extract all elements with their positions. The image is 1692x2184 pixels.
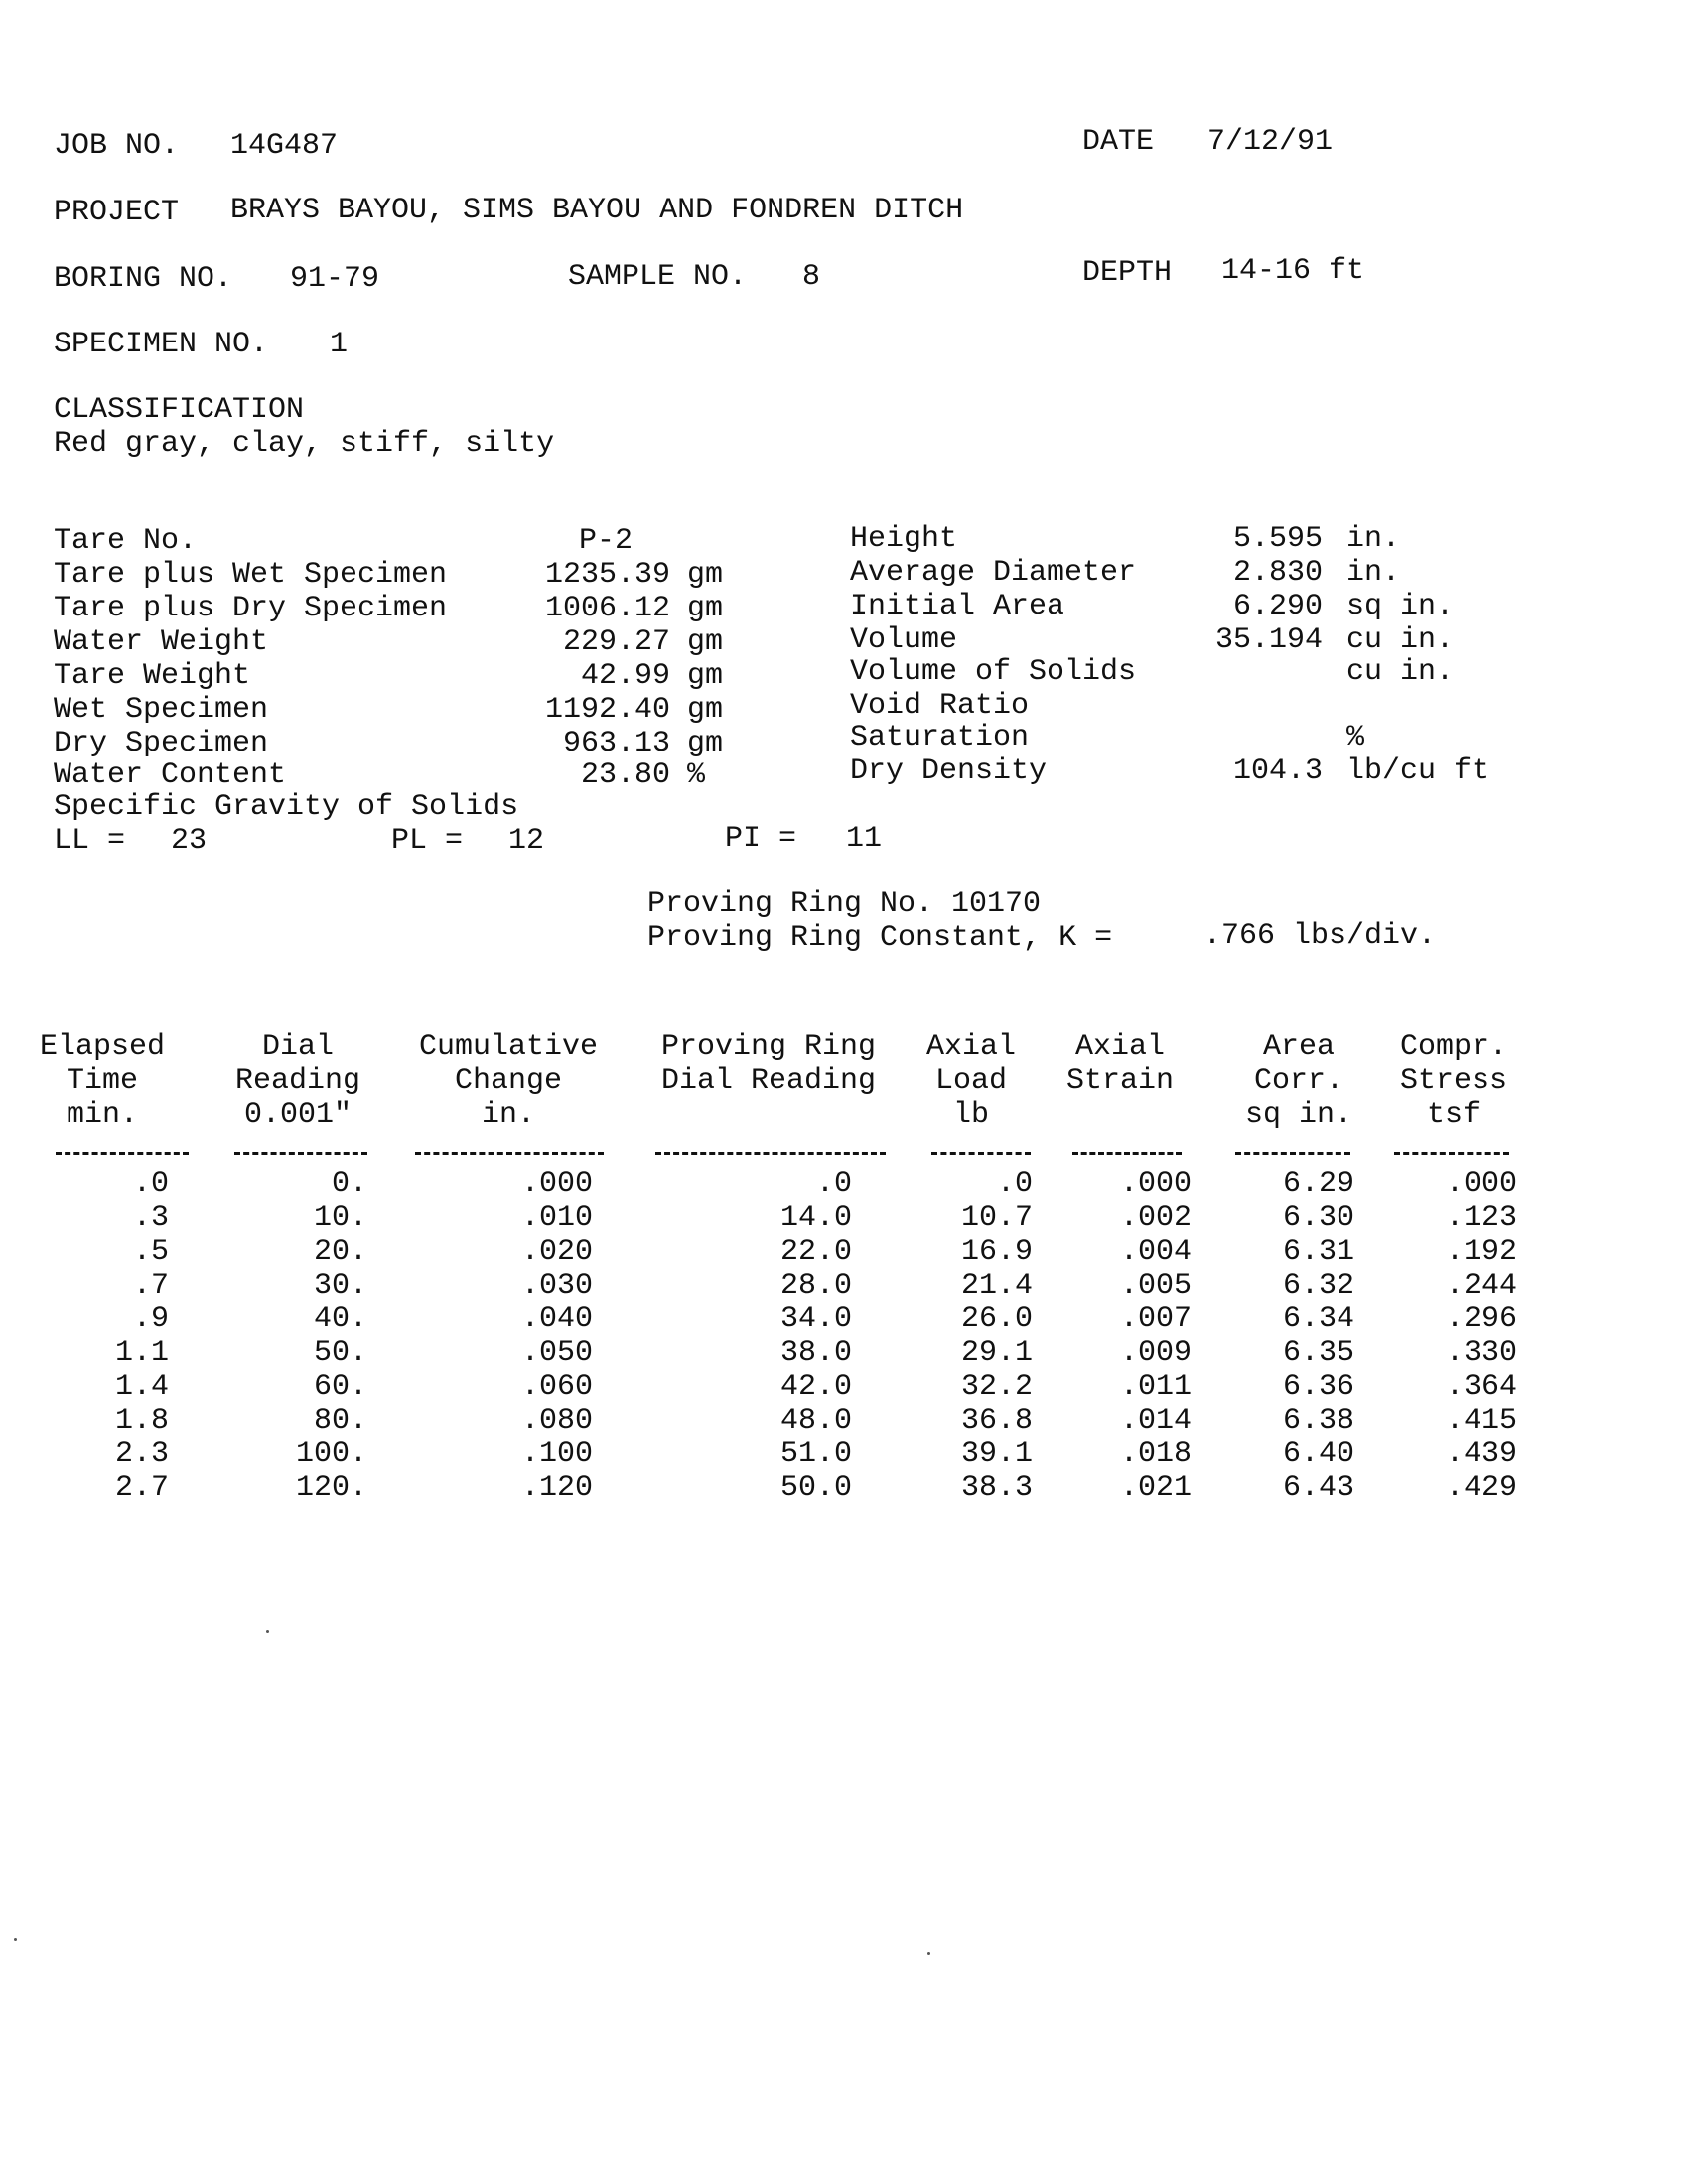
table-cell: 10.7 bbox=[960, 1201, 1033, 1235]
property-value: 104.3 bbox=[1232, 754, 1323, 788]
table-cell: 36.8 bbox=[960, 1404, 1033, 1437]
column-header: Proving Ring bbox=[660, 1030, 877, 1064]
liquid-limit-label: LL = bbox=[54, 824, 126, 858]
property-unit: gm bbox=[687, 625, 724, 659]
column-header: Compr. bbox=[1399, 1030, 1508, 1064]
table-cell: 80. bbox=[313, 1404, 367, 1437]
table-cell: 50.0 bbox=[779, 1471, 852, 1505]
column-header: Time bbox=[66, 1064, 138, 1098]
property-value: 1192.40 bbox=[544, 693, 670, 727]
header-divider bbox=[1235, 1152, 1350, 1155]
table-cell: 10. bbox=[313, 1201, 367, 1235]
column-header: Reading bbox=[234, 1064, 361, 1098]
property-unit: % bbox=[1346, 721, 1365, 754]
table-cell: 6.29 bbox=[1282, 1167, 1354, 1201]
table-cell: 100. bbox=[295, 1437, 367, 1471]
header-divider bbox=[415, 1152, 604, 1155]
table-cell: 32.2 bbox=[960, 1370, 1033, 1404]
plastic-limit: 12 bbox=[508, 824, 545, 858]
property-unit: gm bbox=[687, 659, 724, 693]
table-cell: 1.8 bbox=[114, 1404, 169, 1437]
header-divider bbox=[931, 1152, 1031, 1155]
table-cell: .123 bbox=[1445, 1201, 1517, 1235]
column-header: Load bbox=[934, 1064, 1007, 1098]
header-divider bbox=[1394, 1152, 1509, 1155]
table-cell: .030 bbox=[520, 1269, 593, 1302]
property-value: 2.830 bbox=[1232, 556, 1323, 590]
table-cell: 2.3 bbox=[114, 1437, 169, 1471]
table-cell: .009 bbox=[1119, 1336, 1192, 1370]
property-label: Volume bbox=[850, 623, 958, 657]
column-header: Corr. bbox=[1253, 1064, 1343, 1098]
column-header: sq in. bbox=[1244, 1098, 1353, 1132]
scan-speck bbox=[14, 1938, 17, 1941]
table-cell: .000 bbox=[520, 1167, 593, 1201]
boring-number-label: BORING NO. bbox=[54, 262, 233, 296]
column-header: Elapsed bbox=[39, 1030, 166, 1064]
table-cell: .5 bbox=[132, 1235, 169, 1269]
table-cell: .007 bbox=[1119, 1302, 1192, 1336]
property-label: Saturation bbox=[850, 721, 1030, 754]
property-unit: gm bbox=[687, 727, 724, 760]
date: 7/12/91 bbox=[1207, 125, 1334, 159]
header-divider bbox=[655, 1152, 886, 1155]
property-label: Void Ratio bbox=[850, 689, 1030, 723]
specimen-number-label: SPECIMEN NO. bbox=[54, 328, 269, 361]
header-divider bbox=[234, 1152, 367, 1155]
job-number-label: JOB NO. bbox=[54, 129, 180, 163]
proving-ring-constant: .766 lbs/div. bbox=[1203, 919, 1437, 953]
table-cell: 48.0 bbox=[779, 1404, 852, 1437]
property-unit: gm bbox=[687, 693, 724, 727]
property-unit: in. bbox=[1346, 522, 1401, 556]
table-cell: .244 bbox=[1445, 1269, 1517, 1302]
table-cell: 120. bbox=[295, 1471, 367, 1505]
table-cell: .011 bbox=[1119, 1370, 1192, 1404]
table-cell: .296 bbox=[1445, 1302, 1517, 1336]
plastic-limit-label: PL = bbox=[391, 824, 464, 858]
proving-ring-number: Proving Ring No. 10170 bbox=[647, 887, 1042, 921]
scan-speck bbox=[927, 1952, 930, 1955]
property-value: 1006.12 bbox=[544, 592, 670, 625]
property-value: 42.99 bbox=[580, 659, 670, 693]
property-value: 23.80 bbox=[580, 758, 670, 792]
column-header: Axial bbox=[1074, 1030, 1165, 1064]
header-divider bbox=[56, 1152, 189, 1155]
table-cell: .021 bbox=[1119, 1471, 1192, 1505]
property-label: Dry Specimen bbox=[54, 727, 269, 760]
table-cell: .120 bbox=[520, 1471, 593, 1505]
table-cell: 16.9 bbox=[960, 1235, 1033, 1269]
table-cell: .439 bbox=[1445, 1437, 1517, 1471]
table-cell: .050 bbox=[520, 1336, 593, 1370]
column-header: min. bbox=[66, 1098, 138, 1132]
table-cell: 6.35 bbox=[1282, 1336, 1354, 1370]
table-cell: 40. bbox=[313, 1302, 367, 1336]
specimen-number: 1 bbox=[330, 328, 349, 361]
table-cell: 51.0 bbox=[779, 1437, 852, 1471]
property-unit: cu in. bbox=[1346, 623, 1455, 657]
table-cell: .7 bbox=[132, 1269, 169, 1302]
property-unit: gm bbox=[687, 592, 724, 625]
table-cell: 6.30 bbox=[1282, 1201, 1354, 1235]
table-cell: 30. bbox=[313, 1269, 367, 1302]
column-header: Stress bbox=[1399, 1064, 1508, 1098]
property-unit: cu in. bbox=[1346, 655, 1455, 689]
boring-number: 91-79 bbox=[290, 262, 380, 296]
property-label: Tare plus Dry Specimen bbox=[54, 592, 448, 625]
plasticity-index: 11 bbox=[846, 822, 883, 856]
table-cell: .020 bbox=[520, 1235, 593, 1269]
property-value: 963.13 bbox=[562, 727, 670, 760]
property-value: 6.290 bbox=[1232, 590, 1323, 623]
table-cell: .080 bbox=[520, 1404, 593, 1437]
property-label: Height bbox=[850, 522, 958, 556]
column-header: tsf bbox=[1426, 1098, 1480, 1132]
table-cell: .000 bbox=[1445, 1167, 1517, 1201]
table-cell: .192 bbox=[1445, 1235, 1517, 1269]
table-cell: 6.36 bbox=[1282, 1370, 1354, 1404]
table-cell: .000 bbox=[1119, 1167, 1192, 1201]
table-cell: .010 bbox=[520, 1201, 593, 1235]
property-value: 35.194 bbox=[1214, 623, 1323, 657]
property-unit: sq in. bbox=[1346, 590, 1455, 623]
table-cell: 1.4 bbox=[114, 1370, 169, 1404]
column-header: lb bbox=[952, 1098, 989, 1132]
property-label: Dry Density bbox=[850, 754, 1048, 788]
table-cell: .429 bbox=[1445, 1471, 1517, 1505]
property-label: Average Diameter bbox=[850, 556, 1137, 590]
table-cell: 6.32 bbox=[1282, 1269, 1354, 1302]
table-cell: .3 bbox=[132, 1201, 169, 1235]
property-unit: in. bbox=[1346, 556, 1401, 590]
table-cell: 29.1 bbox=[960, 1336, 1033, 1370]
property-unit: lb/cu ft bbox=[1346, 754, 1490, 788]
table-cell: 0. bbox=[331, 1167, 367, 1201]
table-cell: .0 bbox=[815, 1167, 852, 1201]
liquid-limit: 23 bbox=[171, 824, 208, 858]
column-header: Change bbox=[454, 1064, 563, 1098]
property-label: Specific Gravity of Solids bbox=[54, 790, 519, 824]
property-label: Tare Weight bbox=[54, 659, 251, 693]
table-cell: 38.3 bbox=[960, 1471, 1033, 1505]
property-value: 1235.39 bbox=[544, 558, 670, 592]
table-cell: 14.0 bbox=[779, 1201, 852, 1235]
table-cell: .018 bbox=[1119, 1437, 1192, 1471]
property-label: Wet Specimen bbox=[54, 693, 269, 727]
table-cell: .364 bbox=[1445, 1370, 1517, 1404]
table-cell: .415 bbox=[1445, 1404, 1517, 1437]
property-label: Water Weight bbox=[54, 625, 269, 659]
property-label: Tare No. bbox=[54, 524, 198, 558]
table-cell: .040 bbox=[520, 1302, 593, 1336]
column-header: 0.001" bbox=[243, 1098, 352, 1132]
column-header: Dial Reading bbox=[660, 1064, 877, 1098]
classification-text: Red gray, clay, stiff, silty bbox=[54, 427, 555, 461]
classification-label: CLASSIFICATION bbox=[54, 393, 305, 427]
project-name: BRAYS BAYOU, SIMS BAYOU AND FONDREN DITCH bbox=[230, 194, 964, 227]
property-value: 5.595 bbox=[1232, 522, 1323, 556]
table-cell: .330 bbox=[1445, 1336, 1517, 1370]
table-cell: 38.0 bbox=[779, 1336, 852, 1370]
property-label: Tare plus Wet Specimen bbox=[54, 558, 448, 592]
table-cell: 2.7 bbox=[114, 1471, 169, 1505]
header-divider bbox=[1072, 1152, 1182, 1155]
property-value: 229.27 bbox=[562, 625, 670, 659]
table-cell: 1.1 bbox=[114, 1336, 169, 1370]
table-cell: 26.0 bbox=[960, 1302, 1033, 1336]
table-cell: 50. bbox=[313, 1336, 367, 1370]
table-cell: 28.0 bbox=[779, 1269, 852, 1302]
job-number: 14G487 bbox=[230, 129, 339, 163]
scan-speck bbox=[266, 1630, 269, 1633]
table-cell: 22.0 bbox=[779, 1235, 852, 1269]
property-label: Volume of Solids bbox=[850, 655, 1137, 689]
table-cell: 60. bbox=[313, 1370, 367, 1404]
proving-ring-constant-label: Proving Ring Constant, K = bbox=[647, 921, 1113, 955]
table-cell: .060 bbox=[520, 1370, 593, 1404]
property-unit: gm bbox=[687, 558, 724, 592]
table-cell: 34.0 bbox=[779, 1302, 852, 1336]
sample-number-label: SAMPLE NO. bbox=[568, 260, 748, 294]
sample-number: 8 bbox=[802, 260, 821, 294]
table-cell: .0 bbox=[132, 1167, 169, 1201]
property-label: Water Content bbox=[54, 758, 287, 792]
table-cell: 6.40 bbox=[1282, 1437, 1354, 1471]
table-cell: 39.1 bbox=[960, 1437, 1033, 1471]
table-cell: .005 bbox=[1119, 1269, 1192, 1302]
table-cell: 20. bbox=[313, 1235, 367, 1269]
column-header: Cumulative bbox=[418, 1030, 599, 1064]
table-cell: 21.4 bbox=[960, 1269, 1033, 1302]
table-cell: 6.38 bbox=[1282, 1404, 1354, 1437]
column-header: in. bbox=[481, 1098, 535, 1132]
property-label: Initial Area bbox=[850, 590, 1065, 623]
table-cell: .002 bbox=[1119, 1201, 1192, 1235]
date-label: DATE bbox=[1082, 125, 1155, 159]
table-cell: .0 bbox=[996, 1167, 1033, 1201]
depth-label: DEPTH bbox=[1082, 256, 1173, 290]
property-unit: % bbox=[687, 758, 706, 792]
column-header: Area bbox=[1262, 1030, 1335, 1064]
table-cell: .9 bbox=[132, 1302, 169, 1336]
column-header: Dial bbox=[261, 1030, 334, 1064]
table-cell: 6.43 bbox=[1282, 1471, 1354, 1505]
table-cell: .100 bbox=[520, 1437, 593, 1471]
depth: 14-16 ft bbox=[1221, 254, 1365, 288]
table-cell: 6.34 bbox=[1282, 1302, 1354, 1336]
column-header: Strain bbox=[1065, 1064, 1175, 1098]
plasticity-index-label: PI = bbox=[725, 822, 797, 856]
property-value: P-2 bbox=[578, 524, 633, 558]
table-cell: .004 bbox=[1119, 1235, 1192, 1269]
column-header: Axial bbox=[925, 1030, 1016, 1064]
project-label: PROJECT bbox=[54, 196, 180, 229]
table-cell: 42.0 bbox=[779, 1370, 852, 1404]
table-cell: .014 bbox=[1119, 1404, 1192, 1437]
table-cell: 6.31 bbox=[1282, 1235, 1354, 1269]
